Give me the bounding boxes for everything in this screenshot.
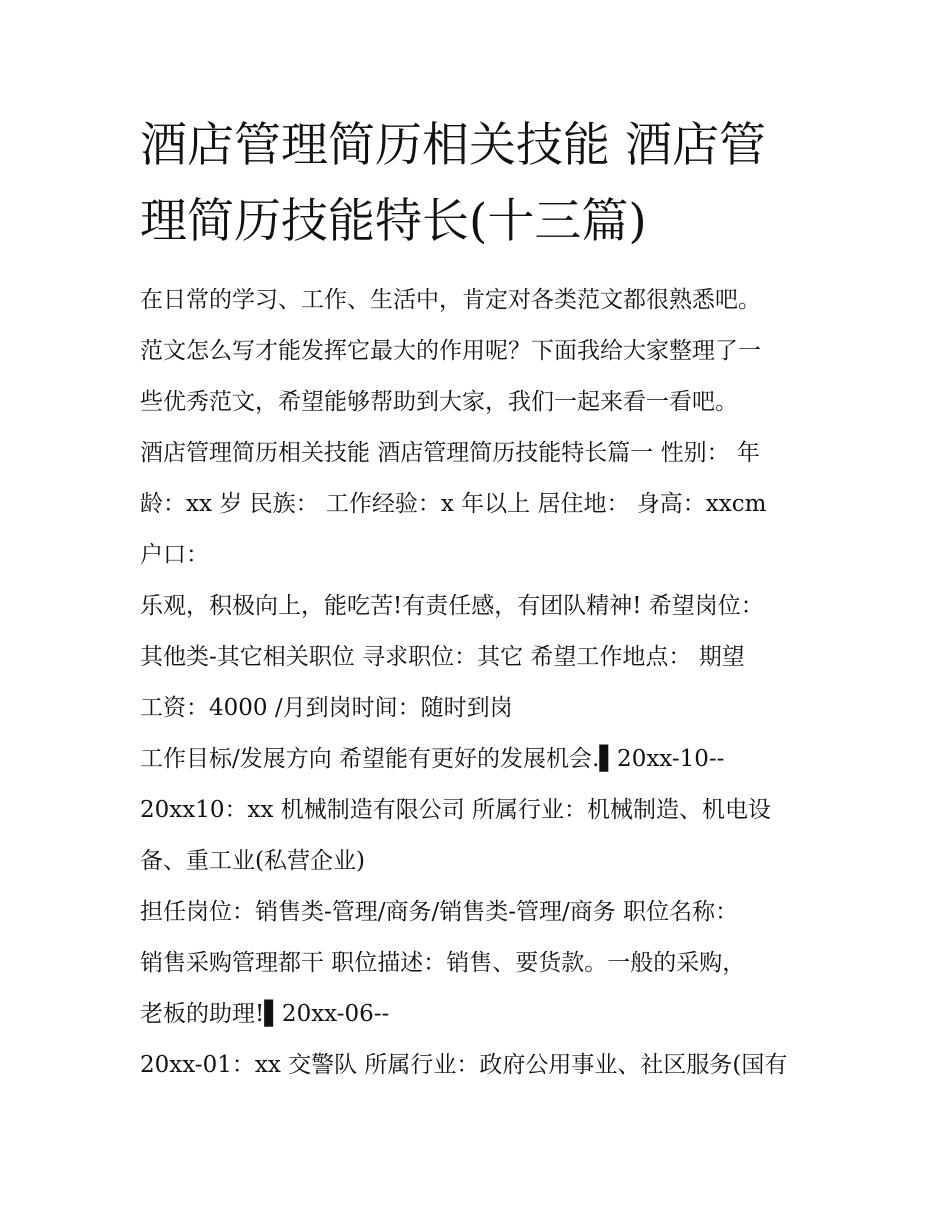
- body-line-6: 户口：: [140, 542, 209, 568]
- body-line-10: 工作目标/发展方向 希望能有更好的发展机会.▌20xx-10--: [140, 746, 725, 772]
- body-line-11: 20xx10：xx 机械制造有限公司 所属行业：机械制造、机电设: [140, 797, 772, 823]
- document-title-line-2: 理简历技能特长(十三篇): [140, 194, 647, 249]
- body-line-2: 范文怎么写才能发挥它最大的作用呢？下面我给大家整理了一: [140, 338, 761, 364]
- body-line-12: 备、重工业(私营企业): [140, 848, 365, 874]
- body-line-1: 在日常的学习、工作、生活中，肯定对各类范文都很熟悉吧。: [140, 287, 761, 313]
- body-line-4: 酒店管理简历相关技能 酒店管理简历技能特长篇一 性别： 年: [140, 440, 760, 466]
- body-line-9: 工资：4000 /月到岗时间：随时到岗: [140, 695, 513, 721]
- document-title-line-1: 酒店管理简历相关技能 酒店管: [140, 118, 766, 173]
- body-line-13: 担任岗位：销售类-管理/商务/销售类-管理/商务 职位名称：: [140, 899, 739, 925]
- body-line-15: 老板的助理!▌20xx-06--: [140, 1001, 390, 1027]
- body-line-8: 其他类-其它相关职位 寻求职位：其它 希望工作地点： 期望: [140, 644, 745, 670]
- body-line-5: 龄：xx 岁 民族： 工作经验：x 年以上 居住地： 身高：xxcm: [140, 491, 767, 517]
- body-line-14: 销售采购管理都干 职位描述：销售、要货款。一般的采购，: [140, 950, 746, 976]
- body-line-3: 些优秀范文，希望能够帮助到大家，我们一起来看一看吧。: [140, 389, 738, 415]
- body-line-16: 20xx-01：xx 交警队 所属行业：政府公用事业、社区服务(国有: [140, 1052, 788, 1078]
- body-line-7: 乐观，积极向上，能吃苦!有责任感，有团队精神! 希望岗位：: [140, 593, 764, 619]
